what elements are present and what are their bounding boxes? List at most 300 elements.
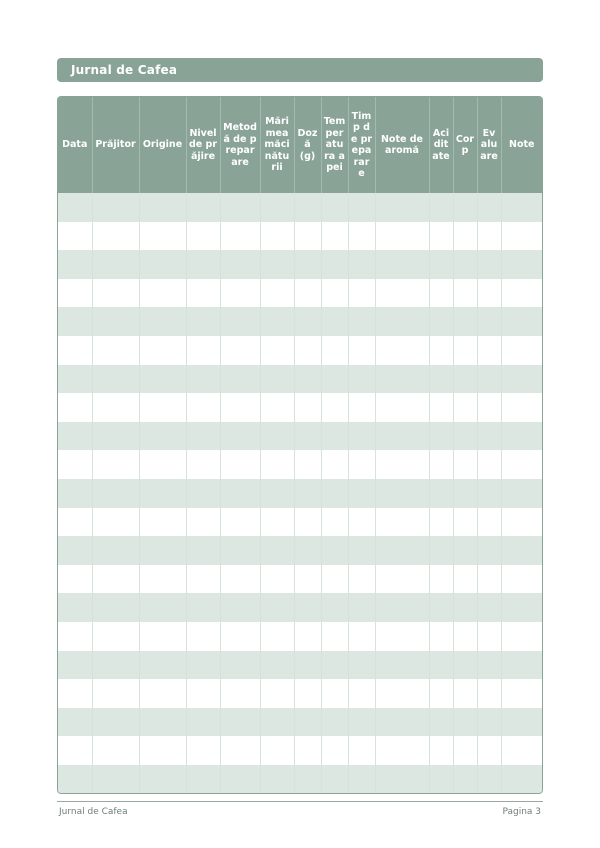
table-cell[interactable]: [321, 536, 348, 565]
table-cell[interactable]: [375, 708, 429, 737]
table-cell[interactable]: [220, 193, 260, 222]
table-cell[interactable]: [92, 279, 139, 308]
table-cell[interactable]: [429, 279, 453, 308]
table-cell[interactable]: [477, 422, 501, 451]
table-cell[interactable]: [348, 708, 375, 737]
table-cell[interactable]: [58, 565, 92, 594]
table-cell[interactable]: [139, 422, 186, 451]
table-cell[interactable]: [58, 536, 92, 565]
table-cell[interactable]: [92, 479, 139, 508]
table-cell[interactable]: [348, 736, 375, 765]
table-cell[interactable]: [375, 450, 429, 479]
table-cell[interactable]: [321, 736, 348, 765]
table-cell[interactable]: [58, 651, 92, 680]
table-cell[interactable]: [375, 536, 429, 565]
table-cell[interactable]: [348, 222, 375, 251]
table-cell[interactable]: [139, 679, 186, 708]
table-cell[interactable]: [294, 336, 321, 365]
table-cell[interactable]: [375, 250, 429, 279]
table-cell[interactable]: [260, 622, 294, 651]
table-cell[interactable]: [186, 250, 220, 279]
table-cell[interactable]: [477, 593, 501, 622]
table-cell[interactable]: [429, 536, 453, 565]
table-cell[interactable]: [294, 279, 321, 308]
table-cell[interactable]: [186, 765, 220, 794]
table-cell[interactable]: [260, 708, 294, 737]
table-cell[interactable]: [260, 593, 294, 622]
table-cell[interactable]: [186, 479, 220, 508]
table-cell[interactable]: [477, 508, 501, 537]
table-cell[interactable]: [58, 307, 92, 336]
table-cell[interactable]: [453, 708, 477, 737]
table-cell[interactable]: [92, 736, 139, 765]
table-cell[interactable]: [294, 193, 321, 222]
table-cell[interactable]: [501, 622, 542, 651]
table-cell[interactable]: [186, 708, 220, 737]
table-cell[interactable]: [139, 307, 186, 336]
table-cell[interactable]: [260, 250, 294, 279]
table-cell[interactable]: [321, 450, 348, 479]
page-title: Jurnal de Cafea: [71, 63, 178, 77]
table-cell[interactable]: [260, 222, 294, 251]
table-cell[interactable]: [321, 479, 348, 508]
table-cell[interactable]: [429, 708, 453, 737]
table-cell[interactable]: [429, 679, 453, 708]
table-cell[interactable]: [375, 193, 429, 222]
table-cell[interactable]: [321, 708, 348, 737]
table-cell[interactable]: [321, 393, 348, 422]
table-cell[interactable]: [58, 193, 92, 222]
table-cell[interactable]: [186, 622, 220, 651]
table-cell[interactable]: [220, 422, 260, 451]
table-cell[interactable]: [92, 679, 139, 708]
table-cell[interactable]: [501, 565, 542, 594]
table-cell[interactable]: [348, 651, 375, 680]
table-cell[interactable]: [375, 307, 429, 336]
table-cell[interactable]: [477, 222, 501, 251]
table-cell[interactable]: [92, 450, 139, 479]
table-cell[interactable]: [260, 393, 294, 422]
table-cell[interactable]: [477, 250, 501, 279]
table-cell[interactable]: [58, 479, 92, 508]
table-cell[interactable]: [186, 651, 220, 680]
table-cell[interactable]: [501, 708, 542, 737]
table-cell[interactable]: [260, 565, 294, 594]
table-cell[interactable]: [58, 593, 92, 622]
table-cell[interactable]: [501, 250, 542, 279]
table-cell[interactable]: [92, 365, 139, 394]
table-cell[interactable]: [375, 765, 429, 794]
table-cell[interactable]: [501, 307, 542, 336]
table-cell[interactable]: [139, 736, 186, 765]
table-cell[interactable]: [186, 679, 220, 708]
table-cell[interactable]: [375, 736, 429, 765]
table-cell[interactable]: [453, 622, 477, 651]
table-cell[interactable]: [92, 422, 139, 451]
table-cell[interactable]: [501, 508, 542, 537]
table-cell[interactable]: [321, 565, 348, 594]
table-cell[interactable]: [260, 479, 294, 508]
table-cell[interactable]: [477, 193, 501, 222]
table-cell[interactable]: [348, 479, 375, 508]
table-cell[interactable]: [186, 307, 220, 336]
table-cell[interactable]: [58, 222, 92, 251]
table-cell[interactable]: [453, 307, 477, 336]
table-cell[interactable]: [92, 651, 139, 680]
table-cell[interactable]: [260, 450, 294, 479]
table-cell[interactable]: [260, 736, 294, 765]
table-cell[interactable]: [260, 193, 294, 222]
table-cell[interactable]: [260, 508, 294, 537]
table-cell[interactable]: [58, 393, 92, 422]
table-cell[interactable]: [477, 307, 501, 336]
table-cell[interactable]: [477, 365, 501, 394]
table-cell[interactable]: [92, 622, 139, 651]
table-cell[interactable]: [294, 450, 321, 479]
table-cell[interactable]: [348, 279, 375, 308]
table-cell[interactable]: [477, 708, 501, 737]
table-cell[interactable]: [186, 508, 220, 537]
table-cell[interactable]: [186, 593, 220, 622]
table-cell[interactable]: [260, 651, 294, 680]
table-cell[interactable]: [429, 307, 453, 336]
table-cell[interactable]: [375, 593, 429, 622]
table-cell[interactable]: [92, 708, 139, 737]
table-cell[interactable]: [348, 450, 375, 479]
table-cell[interactable]: [375, 565, 429, 594]
table-cell[interactable]: [348, 250, 375, 279]
table-cell[interactable]: [348, 336, 375, 365]
table-cell[interactable]: [321, 336, 348, 365]
table-cell[interactable]: [477, 479, 501, 508]
table-cell[interactable]: [348, 565, 375, 594]
table-cell[interactable]: [220, 565, 260, 594]
table-cell[interactable]: [139, 393, 186, 422]
table-cell[interactable]: [477, 765, 501, 794]
table-cell[interactable]: [429, 365, 453, 394]
table-cell[interactable]: [453, 679, 477, 708]
table-cell[interactable]: [220, 622, 260, 651]
table-cell[interactable]: [186, 450, 220, 479]
table-cell[interactable]: [375, 679, 429, 708]
table-cell[interactable]: [139, 450, 186, 479]
table-cell[interactable]: [501, 393, 542, 422]
table-cell[interactable]: [429, 622, 453, 651]
table-cell[interactable]: [429, 222, 453, 251]
table-cell[interactable]: [58, 679, 92, 708]
table-cell[interactable]: [92, 250, 139, 279]
table-cell[interactable]: [348, 593, 375, 622]
table-cell[interactable]: [453, 193, 477, 222]
table-cell[interactable]: [375, 508, 429, 537]
table-cell[interactable]: [375, 422, 429, 451]
table-cell[interactable]: [92, 593, 139, 622]
table-cell[interactable]: [375, 222, 429, 251]
table-cell[interactable]: [220, 651, 260, 680]
table-cell[interactable]: [477, 536, 501, 565]
table-cell[interactable]: [220, 307, 260, 336]
table-cell[interactable]: [375, 651, 429, 680]
table-cell[interactable]: [321, 279, 348, 308]
table-cell[interactable]: [220, 365, 260, 394]
table-cell[interactable]: [92, 336, 139, 365]
table-cell[interactable]: [321, 307, 348, 336]
table-cell[interactable]: [260, 279, 294, 308]
table-cell[interactable]: [58, 708, 92, 737]
column-header: Doză (g): [294, 97, 321, 193]
table-cell[interactable]: [139, 622, 186, 651]
table-cell[interactable]: [186, 279, 220, 308]
table-cell[interactable]: [348, 393, 375, 422]
table-cell[interactable]: [453, 336, 477, 365]
table-cell[interactable]: [348, 422, 375, 451]
table-cell[interactable]: [58, 365, 92, 394]
table-cell[interactable]: [186, 422, 220, 451]
table-cell[interactable]: [348, 307, 375, 336]
table-cell[interactable]: [139, 536, 186, 565]
table-cell[interactable]: [501, 479, 542, 508]
table-cell[interactable]: [321, 593, 348, 622]
table-cell[interactable]: [294, 708, 321, 737]
table-cell[interactable]: [321, 508, 348, 537]
table-cell[interactable]: [321, 365, 348, 394]
table-cell[interactable]: [375, 622, 429, 651]
table-cell[interactable]: [348, 622, 375, 651]
table-cell[interactable]: [453, 279, 477, 308]
table-cell[interactable]: [477, 679, 501, 708]
table-cell[interactable]: [186, 193, 220, 222]
table-cell[interactable]: [453, 250, 477, 279]
table-cell[interactable]: [321, 250, 348, 279]
table-cell[interactable]: [58, 422, 92, 451]
table-cell[interactable]: [58, 336, 92, 365]
table-cell[interactable]: [186, 336, 220, 365]
table-cell[interactable]: [294, 508, 321, 537]
table-cell[interactable]: [186, 536, 220, 565]
table-cell[interactable]: [92, 536, 139, 565]
table-cell[interactable]: [321, 193, 348, 222]
table-cell[interactable]: [453, 393, 477, 422]
table-cell[interactable]: [429, 565, 453, 594]
table-cell[interactable]: [139, 708, 186, 737]
table-cell[interactable]: [501, 765, 542, 794]
table-cell[interactable]: [220, 765, 260, 794]
table-cell[interactable]: [92, 508, 139, 537]
table-cell[interactable]: [220, 708, 260, 737]
table-cell[interactable]: [294, 365, 321, 394]
table-cell[interactable]: [260, 365, 294, 394]
table-cell[interactable]: [139, 651, 186, 680]
table-cell[interactable]: [501, 193, 542, 222]
table-cell[interactable]: [453, 222, 477, 251]
table-cell[interactable]: [186, 393, 220, 422]
table-cell[interactable]: [294, 651, 321, 680]
table-cell[interactable]: [220, 736, 260, 765]
table-cell[interactable]: [429, 508, 453, 537]
table-cell[interactable]: [58, 450, 92, 479]
table-cell[interactable]: [501, 450, 542, 479]
table-cell[interactable]: [348, 679, 375, 708]
table-cell[interactable]: [186, 736, 220, 765]
table-cell[interactable]: [294, 736, 321, 765]
table-cell[interactable]: [477, 622, 501, 651]
table-cell[interactable]: [477, 450, 501, 479]
table-cell[interactable]: [453, 422, 477, 451]
table-cell[interactable]: [453, 508, 477, 537]
table-cell[interactable]: [294, 393, 321, 422]
table-cell[interactable]: [501, 365, 542, 394]
table-cell[interactable]: [375, 336, 429, 365]
table-cell[interactable]: [453, 593, 477, 622]
table-cell[interactable]: [294, 593, 321, 622]
table-cell[interactable]: [294, 565, 321, 594]
table-row: [58, 736, 542, 765]
table-cell[interactable]: [429, 393, 453, 422]
table-cell[interactable]: [92, 222, 139, 251]
table-cell[interactable]: [220, 222, 260, 251]
table-cell[interactable]: [220, 450, 260, 479]
table-cell[interactable]: [92, 565, 139, 594]
table-cell[interactable]: [260, 307, 294, 336]
table-cell[interactable]: [453, 450, 477, 479]
table-cell[interactable]: [477, 565, 501, 594]
table-cell[interactable]: [429, 336, 453, 365]
table-cell[interactable]: [477, 736, 501, 765]
table-cell[interactable]: [348, 365, 375, 394]
table-cell[interactable]: [220, 593, 260, 622]
table-cell[interactable]: [429, 250, 453, 279]
table-cell[interactable]: [501, 422, 542, 451]
table-cell[interactable]: [294, 679, 321, 708]
table-cell[interactable]: [294, 479, 321, 508]
table-cell[interactable]: [260, 765, 294, 794]
table-cell[interactable]: [294, 250, 321, 279]
table-cell[interactable]: [92, 307, 139, 336]
table-cell[interactable]: [501, 679, 542, 708]
table-cell[interactable]: [348, 508, 375, 537]
table-cell[interactable]: [321, 422, 348, 451]
table-cell[interactable]: [220, 336, 260, 365]
table-cell[interactable]: [294, 536, 321, 565]
table-cell[interactable]: [220, 279, 260, 308]
table-cell[interactable]: [429, 422, 453, 451]
table-cell[interactable]: [58, 279, 92, 308]
table-cell[interactable]: [321, 651, 348, 680]
table-cell[interactable]: [294, 765, 321, 794]
table-cell[interactable]: [220, 536, 260, 565]
table-cell[interactable]: [92, 393, 139, 422]
table-cell[interactable]: [453, 365, 477, 394]
table-cell[interactable]: [429, 450, 453, 479]
table-row: [58, 593, 542, 622]
table-cell[interactable]: [220, 250, 260, 279]
table-cell[interactable]: [139, 565, 186, 594]
table-cell[interactable]: [429, 765, 453, 794]
table-cell[interactable]: [429, 593, 453, 622]
table-cell[interactable]: [501, 736, 542, 765]
table-cell[interactable]: [321, 679, 348, 708]
table-cell[interactable]: [501, 593, 542, 622]
table-cell[interactable]: [260, 336, 294, 365]
table-cell[interactable]: [453, 479, 477, 508]
table-cell[interactable]: [260, 422, 294, 451]
table-cell[interactable]: [139, 193, 186, 222]
table-cell[interactable]: [58, 765, 92, 794]
table-cell[interactable]: [294, 222, 321, 251]
table-cell[interactable]: [348, 536, 375, 565]
table-cell[interactable]: [453, 765, 477, 794]
table-cell[interactable]: [477, 651, 501, 680]
table-cell[interactable]: [501, 651, 542, 680]
table-cell[interactable]: [58, 622, 92, 651]
table-cell[interactable]: [139, 593, 186, 622]
table-cell[interactable]: [453, 536, 477, 565]
table-cell[interactable]: [501, 222, 542, 251]
table-cell[interactable]: [375, 279, 429, 308]
table-cell[interactable]: [294, 307, 321, 336]
table-cell[interactable]: [375, 365, 429, 394]
table-cell[interactable]: [92, 765, 139, 794]
column-header: Timp de preparare: [348, 97, 375, 193]
table-cell[interactable]: [501, 336, 542, 365]
table-cell[interactable]: [501, 279, 542, 308]
table-cell[interactable]: [139, 508, 186, 537]
table-cell[interactable]: [220, 479, 260, 508]
table-cell[interactable]: [321, 765, 348, 794]
table-cell[interactable]: [429, 479, 453, 508]
table-cell[interactable]: [375, 393, 429, 422]
table-cell[interactable]: [139, 336, 186, 365]
table-cell[interactable]: [186, 565, 220, 594]
table-cell[interactable]: [453, 651, 477, 680]
table-cell[interactable]: [139, 765, 186, 794]
table-cell[interactable]: [260, 679, 294, 708]
table-cell[interactable]: [348, 765, 375, 794]
table-cell[interactable]: [260, 536, 294, 565]
table-cell[interactable]: [321, 222, 348, 251]
table-cell[interactable]: [348, 193, 375, 222]
table-row: [58, 508, 542, 537]
table-cell[interactable]: [220, 679, 260, 708]
table-cell[interactable]: [139, 479, 186, 508]
table-cell[interactable]: [477, 336, 501, 365]
table-cell[interactable]: [139, 222, 186, 251]
table-cell[interactable]: [139, 250, 186, 279]
table-cell[interactable]: [92, 193, 139, 222]
table-cell[interactable]: [220, 393, 260, 422]
table-cell[interactable]: [321, 622, 348, 651]
table-cell[interactable]: [58, 508, 92, 537]
table-cell[interactable]: [429, 651, 453, 680]
table-cell[interactable]: [220, 508, 260, 537]
table-cell[interactable]: [294, 622, 321, 651]
table-cell[interactable]: [294, 422, 321, 451]
table-cell[interactable]: [429, 736, 453, 765]
table-cell[interactable]: [139, 279, 186, 308]
table-cell[interactable]: [453, 565, 477, 594]
table-cell[interactable]: [477, 279, 501, 308]
table-cell[interactable]: [477, 393, 501, 422]
table-cell[interactable]: [186, 222, 220, 251]
table-cell[interactable]: [375, 479, 429, 508]
table-cell[interactable]: [58, 736, 92, 765]
table-cell[interactable]: [501, 536, 542, 565]
table-cell[interactable]: [453, 736, 477, 765]
table-cell[interactable]: [139, 365, 186, 394]
table-cell[interactable]: [58, 250, 92, 279]
table-cell[interactable]: [186, 365, 220, 394]
table-cell[interactable]: [429, 193, 453, 222]
